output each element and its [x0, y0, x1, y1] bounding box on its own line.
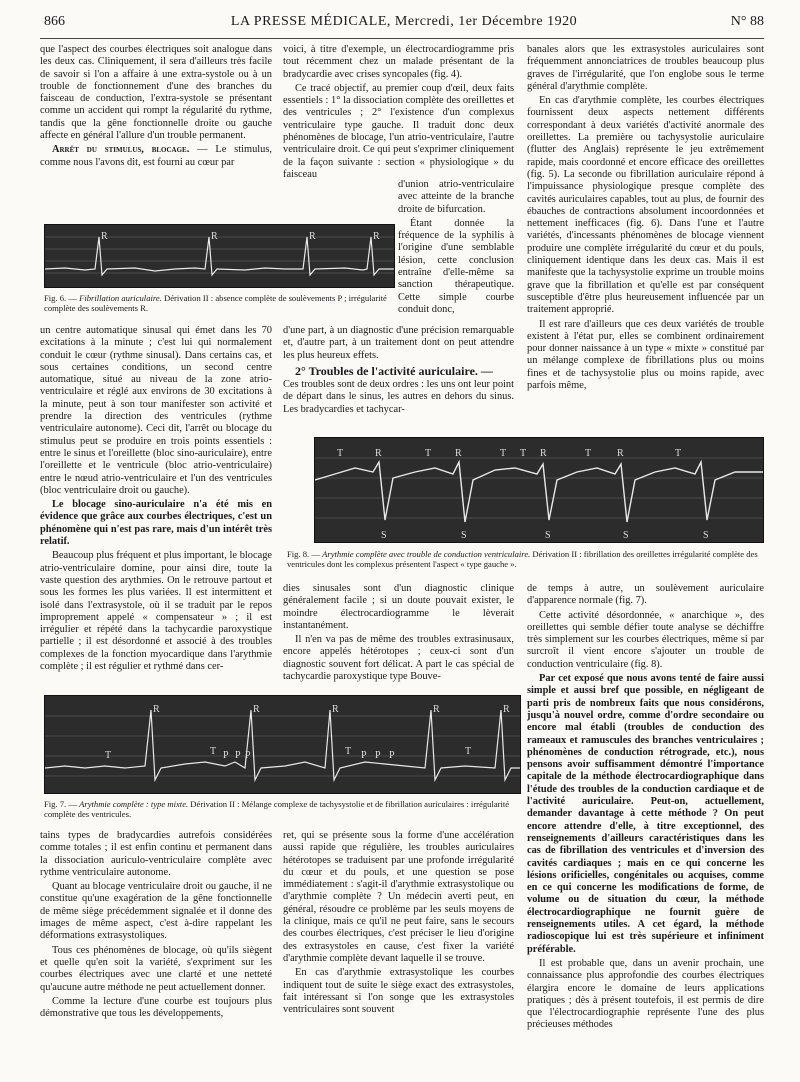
page-header [44, 14, 764, 36]
paragraph: Par cet exposé que nous avons tenté de faire aussi simple et aussi bref que possible, en négligeant de parti pris de nombreux faits que nous considérons, jusqu'à nouvel ordre, comme d'ordre secondaire ou encore mal établi (troubles de conduction des rameaux et ramuscules des branches ventriculaires ; phénomènes de conduction rétrograde, etc.), nous pensons avoir suffisamment démontré l'importance capitale de la méthode électrocardiographique dans l'étude des troubles de la conduction cardiaque et de l'activité auriculaire. Peut-on, actuellement, demander davantage à cette méthode ? On peut encore attendre d'elle, à titre exceptionnel, des renseignements d'ailleurs caractéristiques dans les cas de fibrillation des ventricules et d'inversion des cavités cardiaques ; mais en ce qui concerne les lésions orificielles, congénitales ou acquises, comme en ce qui concerne les modifications de forme, de volume ou de situation du cœur, la méthode électrocardiographique ne fournit guère de renseignements utiles. A cet égard, la méthode radioscopique lui est très supérieure et infiniment préférable. [527, 673, 764, 955]
ecg-label-r: R [253, 704, 260, 715]
paragraph: Cette activité désordonnée, « anarchique », des oreillettes qui semble défier toute analyse se déchiffre très simplement sur les courbes électriques, même si par surcroît il vient encore s'ajouter un trouble de conduction ventriculaire (fig. 8). [527, 609, 764, 670]
caption-text: Dérivation II : fibrillation des oreillettes irrégularité complète des ventricules dont les complexus présentent l'aspect « type gauche ». [287, 549, 758, 569]
ecg-label-r: R [373, 231, 380, 242]
figure-6-caption [44, 293, 393, 313]
ecg-label-s: S [545, 530, 551, 541]
ecg-label-t: T [425, 448, 432, 459]
column-1-top [40, 44, 272, 171]
ecg-label-t: T [345, 746, 352, 757]
paragraph: Beaucoup plus fréquent et plus important, le blocage atrio-ventriculaire domine, pour ainsi dire, toute la vaste question des arythmies. On le retrouve partout et sous les formes les plus variées. Il est intermittent et isolé dans l'extrasystole, où il se traduit par le repos improprement appelé « compensateur » ; il est irrégulier et répété dans la tachycardie paroxystique partielle ; il est désordonné et associé à des troubles complexes de la fonction myocardique dans l'arythmie complète ; il est régulier et rythmé dans cer- [40, 550, 272, 673]
ecg-label-p: P [245, 750, 251, 761]
column-3-top [527, 44, 764, 394]
caption-text: Dérivation II : absence complète de soulèvements P ; irrégularité complète des soulèvements R. [44, 293, 387, 313]
journal-title: LA PRESSE MÉDICALE, Mercredi, 1er Décembre 1920 [230, 14, 578, 29]
paragraph: un centre automatique sinusal qui émet dans les 70 excitations à la minute ; c'est lui qui normalement conduit le cœur (rythme sinusal). Dans certains cas, et sous certaines conditions, un second centre automatique, situé au niveau de la zone atrio-ventriculaire et réglé aux environs de 30 excitations à la minute, peut à son tour manifester son activité et prendre la direction des ventricules (rythme ventriculaire autonome). Ceci dit, l'arrêt ou blocage du stimulus peut se produire en trois points essentiels : entre le sinus et l'oreillette (bloc sino-auriculaire), entre l'oreillette et le ventricule (bloc atrio-ventriculaire) entre le nœud atrio-ventriculaire et l'un des ventricules (bloc ventriculaire droit ou gauche). [40, 325, 272, 496]
ecg-label-r: R [309, 231, 316, 242]
column-3-lower [527, 583, 764, 1034]
paragraph: Il est rare d'ailleurs que ces deux variétés de trouble existent à l'état pur, elles se combinent ordinairement pour donner naissance à un type « mixte » constitué par un mélange complexe de fibrillations plus ou moins fines et de tachysystolie plus ou moins rapide, avec parfois même, [527, 318, 764, 392]
ecg-label-p: P [223, 750, 229, 761]
column-2-bottom [283, 830, 514, 1018]
ecg-label-p: P [375, 750, 381, 761]
paragraph: Il est probable que, dans un avenir prochain, une connaissance plus approfondie des courbes électriques élargira encore le domaine de leurs applications pratiques ; dès à présent toutefois, il est permis de dire que l'électrocardiographie représente l'une des plus précieuses méthodes [527, 957, 764, 1031]
paragraph: En cas d'arythmie extrasystolique les courbes indiquent tout de suite le siège exact des extrasystoles, fait intéressant si l'on songe que les extrasystoles ventriculaires sont souvent [283, 967, 514, 1016]
paragraph: que l'aspect des courbes électriques soit analogue dans les deux cas. Cliniquement, il sera d'ailleurs très facile de savoir si l'on a affaire à une extra-systole ou à un trouble de fonctionnement d'une des branches du faisceau de conduction, l'extra-systole se présentant comme un accident qui rompt la régularité du rythme, tandis que la gêne fonctionnelle droite ou gauche affecte en général l'allure d'un trouble permanent. [40, 44, 272, 142]
paragraph: Quant au blocage ventriculaire droit ou gauche, il ne constitue qu'une exagération de la gêne fonctionnelle de même siège précédemment signalée et il donne des images de même aspect, c'est à-dire rappelant les déformations extrasystoliques. [40, 881, 272, 942]
ecg-label-t: T [465, 746, 472, 757]
column-1-middle [40, 325, 272, 675]
caption-lead: Fig. 7. — [44, 799, 80, 809]
figure-7-ecg [44, 695, 521, 794]
caption-text: Dérivation II : Mélange complexe de tachysystolie et de fibrillation auriculaires : irrégularité complète des ventricules. [44, 799, 510, 819]
paragraph: dies sinusales sont d'un diagnostic clinique généralement facile ; si un doute pouvait exister, le moindre électrocardiogramme le lèverait instantanément. [283, 583, 514, 631]
column-2-top [283, 44, 514, 183]
paragraph: Il n'en va pas de même des troubles extrasinusaux, encore appelés hétérotopes ; ceux-ci sont d'un diagnostic souvent fort délicat. A part le cas spécial de tachycardie paroxystique type Bouve- [283, 634, 514, 683]
ecg-label-r: R [503, 704, 510, 715]
paragraph: ret, qui se présente sous la forme d'une accélération aussi rapide que régulière, les troubles auriculaires hétérotopes se traduisent par une profonde irrégularité du cœur et du pouls, et une question se pose immédiatement : s'agit-il d'arythmie extrasystolique ou d'arythmie complète ? Un médecin averti peut, en général, résoudre ce problème par les seuls moyens de la clinique, mais ce qu'il ne peut faire, sans le secours des courbes électriques, c'est préciser le lieu d'origine des extrasystoles en cause, c'est fixer la variété d'arythmie complète devant laquelle il se trouve. [283, 830, 514, 964]
paragraph-text: — Le stimulus, comme nous l'avons dit, est fourni au cœur par [40, 144, 272, 168]
ecg-label-r: R [617, 448, 624, 459]
paragraph: d'union atrio-ventriculaire avec atteinte de la branche droite de bifurcation. [398, 179, 514, 215]
caption-lead: Fig. 8. — [287, 549, 323, 559]
section-heading: 2° Troubles de l'activité auriculaire. — [295, 363, 493, 378]
ecg-label-t: T [585, 448, 592, 459]
paragraph [40, 144, 272, 169]
ecg-label-r: R [101, 231, 108, 242]
ecg-label-t: T [337, 448, 344, 459]
header-rule [40, 38, 764, 39]
paragraph: Comme la lecture d'une courbe est toujours plus démonstrative que tous les développements, [40, 995, 272, 1020]
caption-lead: Fig. 6. — [44, 293, 80, 303]
caption-title: Arythmie complète : type mixte. [79, 799, 189, 809]
paragraph: Tous ces phénomènes de blocage, où qu'ils siègent et quelle qu'en soit la variété, s'expriment sur les courbes électriques avec une clarté et une netteté qu'aucune autre méthode ne peut actuellement donner. [40, 944, 272, 993]
caption-title: Arythmie complète avec trouble de conduction ventriculaire. [322, 549, 531, 559]
ecg-label-t: T [520, 448, 527, 459]
caption-title: Fibrillation auriculaire. [79, 293, 162, 303]
paragraph: banales alors que les extrasystoles auriculaires sont fréquemment annonciatrices de troubles beaucoup plus graves de l'irrégularité, que l'on englobe sous le terme général d'arythmie complète. [527, 44, 764, 92]
figure-8-caption [287, 549, 763, 569]
column-2-middle [283, 325, 514, 418]
ecg-label-p: P [389, 750, 395, 761]
ecg-label-s: S [381, 530, 387, 541]
paragraph: d'une part, à un diagnostic d'une précision remarquable et, d'autre part, à un traitement dont on peut attendre les plus heureux effets. [283, 325, 514, 361]
ecg-label-t: T [210, 746, 217, 757]
ecg-label-t: T [500, 448, 507, 459]
ecg-label-p: P [361, 750, 367, 761]
column-2-lower [283, 583, 514, 685]
ecg-label-r: R [433, 704, 440, 715]
ecg-label-r: R [455, 448, 462, 459]
page-number: 866 [44, 14, 65, 29]
paragraph: En cas d'arythmie complète, les courbes électriques fournissent deux aspects nettement différents correspondant à deux variétés d'activité anormale des oreillettes. La première ou tachysystolie auriculaire (flutter des Anglais) représente le jeu extrêmement rapide, mais coordonné et encore efficace des oreillettes (fig. 5). La seconde ou fibrillation auriculaire répond à l'impuissance physiologique presque complète des cavités auriculaires capables, tout au plus, de fournir des ébauches de contractions absolument incoordonnées et nettement inefficaces (fig. 6). Dans l'une et l'autre variétés, d'incessants phénomènes de blocage viennent produire une complète irrégularité du cœur et du pouls, cliniquement identique dans les deux cas. Mais il est manifeste que la tachysystolie exprime un trouble moins grave que la fibrillation et qu'elle est par conséquent susceptible d'être plus heureusement influencée par un traitement approprié. [527, 95, 764, 316]
paragraph: Ce tracé objectif, au premier coup d'œil, deux faits essentiels : 1° la dissociation complète des oreillettes et des ventricules ; 2° l'existence d'un complexus ventriculaire type gauche. Il traduit donc deux phénomènes de blocage, l'un atrio-ventriculaire, l'autre ventriculaire droit. Ce qui peut s'exprimer cliniquement de la façon suivante : section « physiologique » du faisceau [283, 82, 514, 180]
ecg-label-r: R [540, 448, 547, 459]
ecg-label-s: S [623, 530, 629, 541]
ecg-trace-fig6 [45, 225, 394, 287]
issue-number: N° 88 [730, 14, 764, 29]
column-2-narrow [398, 179, 514, 318]
ecg-label-s: S [461, 530, 467, 541]
paragraph: de temps à autre, un soulèvement auriculaire d'apparence normale (fig. 7). [527, 583, 764, 607]
ecg-label-t: T [675, 448, 682, 459]
ecg-label-p: P [235, 750, 241, 761]
figure-6-ecg [44, 224, 395, 288]
figure-8-ecg [314, 437, 764, 543]
paragraph: tains types de bradycardies autrefois considérées comme totales ; il est enfin continu et permanent dans la dissociation auriculo-ventriculaire complète avec rythme ventriculaire autonome. [40, 830, 272, 878]
paragraph: Étant donnée la fréquence de la syphilis à l'origine d'une semblable lésion, cette conclusion entraîne d'elle-même sa sanction thérapeutique. Cette simple courbe conduit donc, [398, 217, 514, 315]
ecg-trace-fig7 [45, 696, 520, 793]
subheading: Arrêt du stimulus, blocage. [52, 144, 190, 156]
paragraph: voici, à titre d'exemple, un électrocardiogramme pris tout récemment chez un malade présentant de la bradycardie avec crises syncopales (fig. 4). [283, 44, 514, 80]
column-1-bottom [40, 830, 272, 1022]
ecg-label-r: R [332, 704, 339, 715]
ecg-label-s: S [703, 530, 709, 541]
ecg-label-r: R [211, 231, 218, 242]
ecg-label-t: T [105, 750, 112, 761]
ecg-label-r: R [375, 448, 382, 459]
paragraph: Ces troubles sont de deux ordres : les uns ont leur point de départ dans le sinus, les autres en dehors du sinus. Les bradycardies et tachycar- [283, 379, 514, 415]
ecg-trace-fig8 [315, 438, 763, 542]
ecg-label-r: R [153, 704, 160, 715]
paragraph: Le blocage sino-auriculaire n'a été mis en évidence que grâce aux courbes électriques, c'est un phénomène qui n'est pas rare, mais d'un intérêt très relatif. [40, 499, 272, 548]
figure-7-caption [44, 799, 519, 819]
